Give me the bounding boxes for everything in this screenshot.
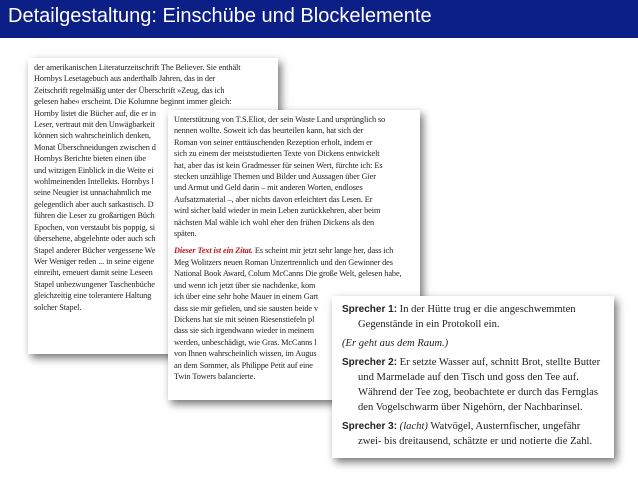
stage-direction bbox=[342, 336, 604, 351]
text-line: stecken unzählige Themen und Bilder und Aussagen über Gier bbox=[174, 172, 376, 182]
quote-first-line-rest: Es scheint mir jetzt sehr lange her, dass ich bbox=[252, 246, 394, 256]
text-line: späten. bbox=[174, 229, 197, 239]
text-line: Stapel anderer Bücher vergessene We bbox=[34, 245, 156, 255]
slide-title-bar bbox=[0, 0, 638, 38]
dialogue-text: Watvögel, Austernfischer, ungefähr zwei- bis dreitausend, schätzte er und notierte die Zahl. bbox=[358, 421, 593, 447]
quote-line: dass sie mir gefielen, und sie sausten beide v bbox=[174, 303, 319, 313]
text-line: Hornby listet die Bücher auf, die er in bbox=[34, 108, 156, 118]
text-line: können sich wahrscheinlich denken, bbox=[34, 131, 151, 141]
text-line: nächsten Mal wähle ich wohl eher den frühen Dickens als den bbox=[174, 217, 375, 227]
slide-title: Detailgestaltung: Einschübe und Blockelemente bbox=[8, 5, 432, 27]
text-line: einreiht, erneuert damit seine Leseen bbox=[34, 268, 153, 278]
speaker-label: Sprecher 3: bbox=[342, 421, 398, 432]
text-line: wohlmeinenden Intellekts. Hornbys l bbox=[34, 177, 154, 187]
dialogue-block bbox=[342, 355, 604, 415]
quote-line: National Book Award, Colum McCanns Die große Welt, gelesen habe, bbox=[174, 269, 402, 279]
text-line: gelegentlich aber auch sarkastisch. D bbox=[34, 199, 154, 209]
quote-line: von Ihnen wahrscheinlich wissen, im Augus bbox=[174, 349, 317, 359]
quote-line: werden, unbeschädigt, wie Gras. McCanns l bbox=[174, 337, 317, 347]
quote-line: Dickens hat sie mit seinen Riesenstiefeln pl bbox=[174, 314, 315, 324]
text-line: und Armut und Geld darin – mit anderen Worten, endloses bbox=[174, 183, 363, 193]
text-line: Zeitschrift regelmäßig unter der Überschrift »Zeug, das ich bbox=[34, 85, 225, 95]
page-c-text bbox=[332, 296, 614, 458]
text-line: und witzigen Einblick in die Weite ei bbox=[34, 165, 154, 175]
quote-line: Twin Towers balancierte. bbox=[174, 371, 256, 381]
text-line: Aufsatzmaterial –, aber nichts davon erleichtert das Lesen. Er bbox=[174, 194, 373, 204]
speaker-aside: (lacht) bbox=[397, 421, 428, 432]
speaker-label: Sprecher 1: bbox=[342, 304, 398, 315]
quote-line: dass sie sich irgendwann wieder in meinem bbox=[174, 326, 314, 336]
quote-first-line bbox=[174, 245, 414, 256]
stage-direction-text: (Er geht aus dem Raum.) bbox=[342, 338, 449, 349]
quote-line: an dem Sommer, als Philippe Petit auf eine bbox=[174, 360, 313, 370]
text-line: seine Neugier ist unnachahmlich me bbox=[34, 188, 152, 198]
dialogue-block bbox=[342, 419, 604, 449]
text-line: Hornbys Lesetagebuch aus anderthalb Jahren, das in der bbox=[34, 74, 216, 84]
text-line: sich zu einem der meiststudierten Texte von Dickens entwickelt bbox=[174, 149, 380, 159]
text-line: hat, aber das ist kein Gradmesser für seinen Wert, fürchte ich: Es bbox=[174, 160, 383, 170]
text-line: Stapel unbezwungener Taschenbüche bbox=[34, 279, 155, 289]
text-line: Unterstützung von T.S.Eliot, der sein Waste Land ursprünglich so bbox=[174, 115, 386, 124]
quote-line: Meg Wolitzers neuen Roman Unzertrennlich und den Gewinner des bbox=[174, 257, 393, 267]
text-line: nennen wollte. Soweit ich das beurteilen kann, hat sich der bbox=[174, 126, 364, 136]
text-line: der amerikanischen Literaturzeitschrift The Believer. Sie enthält bbox=[34, 63, 241, 72]
text-line: übersehene, abgelehnte oder auch sch bbox=[34, 234, 156, 244]
text-line: Wer Weniger reden ... in seine eigene bbox=[34, 256, 154, 266]
dialogue-block bbox=[342, 302, 604, 332]
page-scan-script-dialogue bbox=[332, 296, 614, 458]
quote-line: und wenn ich jetzt über sie nachdenke, kom bbox=[174, 280, 316, 290]
text-line: wird sicher bald wieder in mein Leben zurückkehren, aber beim bbox=[174, 206, 381, 216]
text-line: Hornbys Berichte bieten einen übe bbox=[34, 154, 146, 164]
quote-label: Dieser Text ist ein Zitat. bbox=[174, 246, 253, 256]
text-line: gelesen habe« erscheint. Die Kolumne beginnt immer gleich: bbox=[34, 97, 232, 107]
text-line: gleichzeitig eine tolerantere Haltung bbox=[34, 291, 152, 301]
dialogue-text: Er setzte Wasser auf, schnitt Brot, stellte Butter und Marmelade auf den Tisch und goss den Tee auf. Während der Tee zog, beobachtete er durch das Fernglas den Vogelschwarm über Nigehörn, der Nachbarinsel. bbox=[358, 357, 601, 413]
quote-line: ich über eine sehr hohe Mauer in einem Gart bbox=[174, 292, 319, 302]
text-line: Leser, vertraut mit den Unwägbarkeit bbox=[34, 120, 155, 130]
text-line: Monat Überschneidungen zwischen d bbox=[34, 142, 156, 152]
text-line: führen die Leser zu großartigen Büch bbox=[34, 211, 155, 221]
dialogue-text: In der Hütte trug er die angeschwemmten Gegenstände in ein Protokoll ein. bbox=[358, 304, 576, 330]
speaker-label: Sprecher 2: bbox=[342, 357, 398, 368]
text-line: solcher Stapel. bbox=[34, 302, 82, 312]
text-line: Epochen, von verstaubt bis poppig, si bbox=[34, 222, 155, 232]
text-line: Roman von seiner enttäuschenden Rezeption erholt, indem er bbox=[174, 137, 373, 147]
